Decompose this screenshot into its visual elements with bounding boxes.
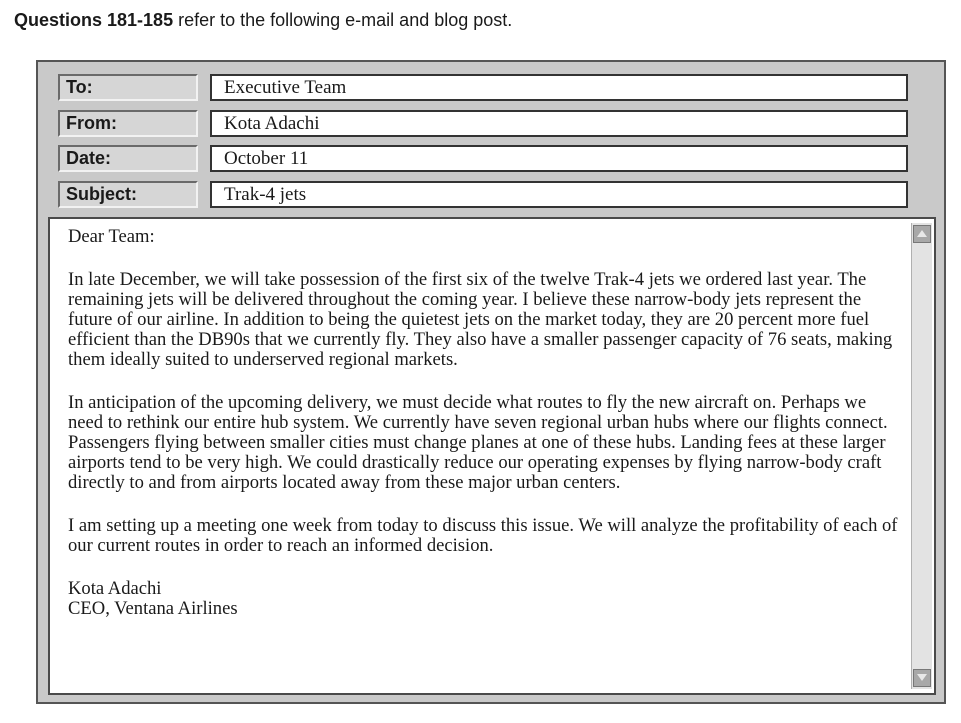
vertical-scrollbar[interactable] [911,223,932,689]
date-label: Date: [58,145,198,172]
email-window [36,60,946,704]
question-range: Questions 181-185 [14,10,174,30]
instructions-text: refer to the following e-mail and blog post. [173,10,513,30]
from-field[interactable]: Kota Adachi [210,110,908,137]
email-signature [68,579,898,619]
subject-field[interactable]: Trak-4 jets [210,181,908,208]
to-field[interactable]: Executive Team [210,74,908,101]
signature-title: CEO, Ventana Airlines [68,598,238,619]
email-greeting: Dear Team: [68,226,155,247]
to-row [58,74,908,103]
email-body-pane[interactable] [48,217,936,695]
scroll-down-button[interactable] [913,669,931,687]
instructions-line [14,10,512,31]
subject-row [58,181,908,210]
from-label: From: [58,110,198,137]
scroll-up-button[interactable] [913,225,931,243]
scroll-down-arrow-icon [917,674,927,681]
email-paragraph: In anticipation of the upcoming delivery, we must decide what routes to fly the new aircraft on. Perhaps we need to rethink our entire hub system. We currently have seven regional urban hubs where our flights connect. Passengers flying between smaller cities must change planes at one of these hubs. Landing fees at these larger airports tend to be very high. We could drastically reduce our operating expenses by flying narrow-body craft directly to and from airports located away from these major urban centers. [68,392,888,493]
date-row [58,145,908,174]
date-field[interactable]: October 11 [210,145,908,172]
email-paragraph: I am setting up a meeting one week from today to discuss this issue. We will analyze the profitability of each of our current routes in order to reach an informed decision. [68,515,898,556]
to-label: To: [58,74,198,101]
scroll-up-arrow-icon [917,230,927,237]
from-row [58,110,908,139]
email-body-text [68,227,898,619]
subject-label: Subject: [58,181,198,208]
signature-name: Kota Adachi [68,578,162,599]
email-paragraph: In late December, we will take possession of the first six of the twelve Trak-4 jets we ordered last year. The remaining jets will be delivered throughout the coming year. I believe these narrow-body jets represent the future of our airline. In addition to being the quietest jets on the market today, they are 20 percent more fuel efficient than the DB90s that we currently fly. They also have a smaller passenger capacity of 76 seats, making them ideally suited to underserved regional markets. [68,269,893,370]
